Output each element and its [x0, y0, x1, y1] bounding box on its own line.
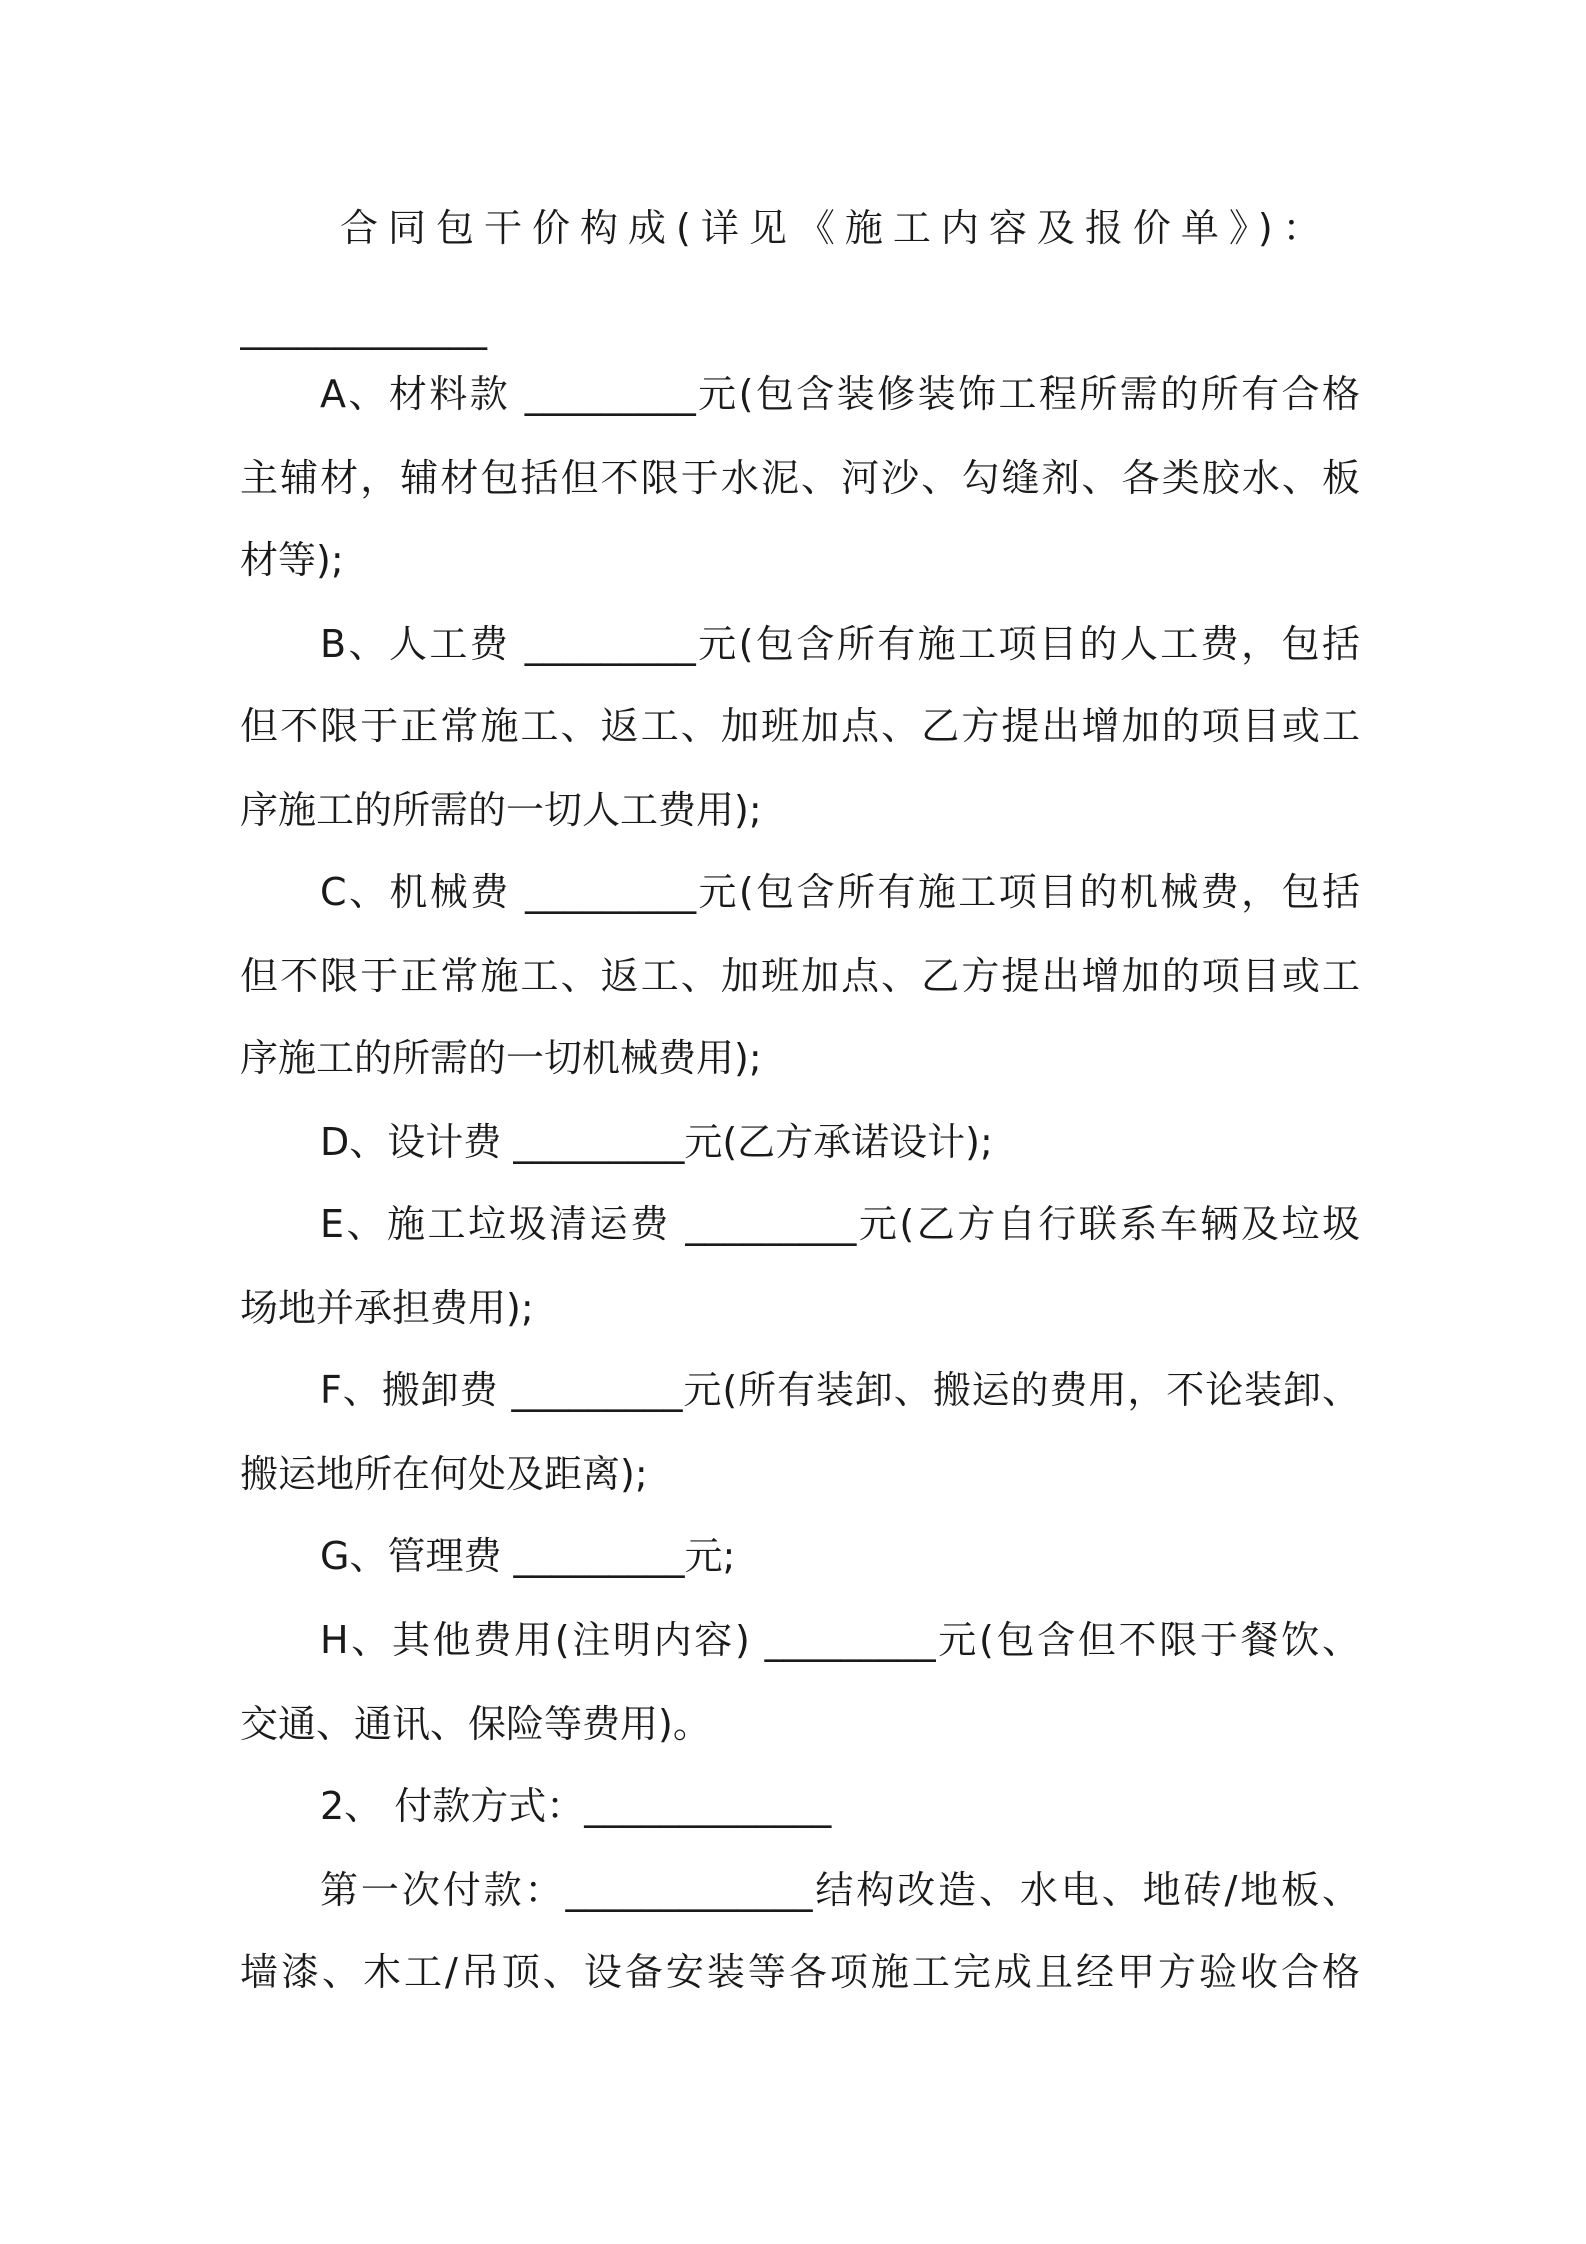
item-b-end: 序施工的所需的一切人工费用); [240, 788, 762, 832]
price-composition-heading: 合同包干价构成(详见《施工内容及报价单》)： [340, 206, 1331, 250]
item-f-end: 搬运地所在何处及距离); [240, 1452, 648, 1496]
item-h-other-fees: H、其他费用(注明内容) _________元(包含但不限于餐饮、 [320, 1618, 1360, 1662]
blank-field-line: _____________ [240, 306, 487, 350]
first-payment-continuation: 墙漆、木工/吊顶、设备安装等各项施工完成且经甲方验收合格 [240, 1950, 1360, 1994]
item-b-continuation: 但不限于正常施工、返工、加班加点、乙方提出增加的项目或工 [240, 704, 1360, 748]
item-a-continuation: 主辅材，辅材包括但不限于水泥、河沙、勾缝剂、各类胶水、板 [240, 456, 1360, 500]
item-e-waste-removal-fee: E、施工垃圾清运费 _________元(乙方自行联系车辆及垃圾 [320, 1202, 1360, 1246]
item-c-machinery-cost: C、机械费 _________元(包含所有施工项目的机械费，包括 [320, 870, 1360, 914]
item-d-design-fee: D、设计费 _________元(乙方承诺设计); [320, 1120, 993, 1164]
item-e-end: 场地并承担费用); [240, 1286, 534, 1330]
item-c-end: 序施工的所需的一切机械费用); [240, 1036, 762, 1080]
item-f-handling-fee: F、搬卸费 _________元(所有装卸、搬运的费用，不论装卸、 [320, 1368, 1360, 1412]
item-h-end: 交通、通讯、保险等费用)。 [240, 1702, 711, 1746]
item-c-continuation: 但不限于正常施工、返工、加班加点、乙方提出增加的项目或工 [240, 954, 1360, 998]
payment-method-heading: 2、 付款方式：_____________ [320, 1784, 832, 1828]
item-b-labor-cost: B、人工费 _________元(包含所有施工项目的人工费，包括 [320, 622, 1360, 666]
first-payment-line: 第一次付款：_____________结构改造、水电、地砖/地板、 [320, 1868, 1360, 1912]
item-g-management-fee: G、管理费 _________元; [320, 1534, 736, 1578]
item-a-material-cost: A、材料款 _________元(包含装修装饰工程所需的所有合格 [320, 372, 1360, 416]
item-a-end: 材等); [240, 538, 344, 582]
